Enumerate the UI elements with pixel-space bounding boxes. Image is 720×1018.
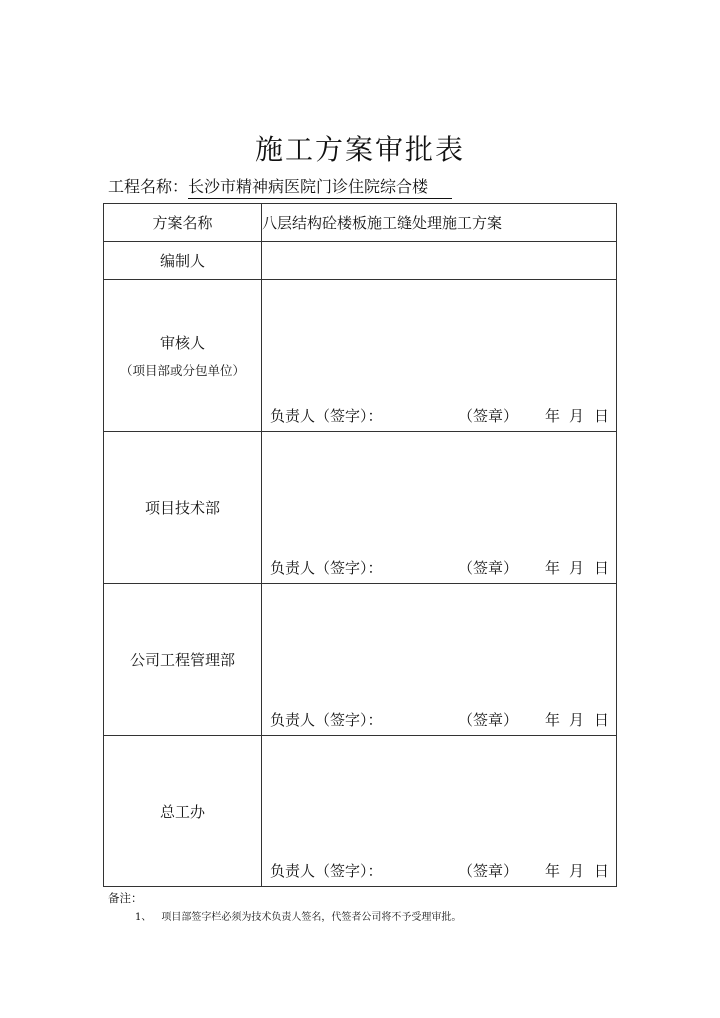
- reviewer-label-cell: [104, 280, 262, 432]
- signer-label: 负责人（签字）：: [270, 711, 383, 729]
- company-dept-row: [104, 584, 617, 736]
- stamp-label: （签章）: [458, 711, 519, 729]
- year-label: 年: [545, 559, 561, 577]
- signature-line: [270, 405, 608, 427]
- day-label: 日: [594, 559, 610, 577]
- signer-label: 负责人（签字）：: [270, 559, 383, 577]
- signature-line: [270, 860, 608, 882]
- signer-label: 负责人（签字）：: [270, 407, 383, 425]
- stamp-label: （签章）: [458, 862, 519, 880]
- day-label: 日: [594, 407, 610, 425]
- company-dept-label: 公司工程管理部: [104, 584, 262, 736]
- month-label: 月: [569, 862, 585, 880]
- signature-line: [270, 709, 608, 731]
- note-item: [135, 908, 461, 923]
- stamp-label: （签章）: [458, 559, 519, 577]
- year-label: 年: [545, 407, 561, 425]
- year-label: 年: [545, 711, 561, 729]
- general-office-label: 总工办: [104, 736, 262, 887]
- project-name-label: 工程名称：: [108, 177, 189, 196]
- author-value: [262, 242, 617, 280]
- approval-form-table: [103, 203, 617, 887]
- month-label: 月: [569, 559, 585, 577]
- month-label: 月: [569, 711, 585, 729]
- general-office-row: [104, 736, 617, 887]
- general-office-sign-cell[interactable]: [262, 736, 617, 887]
- signature-line: [270, 557, 608, 579]
- tech-dept-sign-cell[interactable]: [262, 432, 617, 584]
- note-number: 1、: [135, 912, 152, 923]
- reviewer-sign-cell[interactable]: [262, 280, 617, 432]
- month-label: 月: [569, 407, 585, 425]
- author-row: [104, 242, 617, 280]
- stamp-label: （签章）: [458, 407, 519, 425]
- scheme-name-label: 方案名称: [104, 204, 262, 242]
- note-text: 项目部签字栏必须为技术负责人签名，代签者公司将不予受理审批。: [161, 912, 462, 923]
- signer-label: 负责人（签字）：: [270, 862, 383, 880]
- scheme-name-value: 八层结构砼楼板施工缝处理施工方案: [262, 204, 617, 242]
- author-label: 编制人: [104, 242, 262, 280]
- reviewer-sublabel: （项目部或分包单位）: [119, 363, 245, 378]
- page-title: 施工方案审批表: [254, 133, 465, 166]
- year-label: 年: [545, 862, 561, 880]
- day-label: 日: [594, 711, 610, 729]
- day-label: 日: [594, 862, 610, 880]
- reviewer-label: 审核人: [159, 334, 205, 352]
- project-name-value: 长沙市精神病医院门诊住院综合楼: [188, 174, 452, 199]
- scheme-row: [104, 204, 617, 242]
- notes-heading: 备注：: [108, 891, 143, 905]
- tech-dept-row: [104, 432, 617, 584]
- company-dept-sign-cell[interactable]: [262, 584, 617, 736]
- project-name-line: [108, 174, 452, 199]
- tech-dept-label: 项目技术部: [104, 432, 262, 584]
- reviewer-row: [104, 280, 617, 432]
